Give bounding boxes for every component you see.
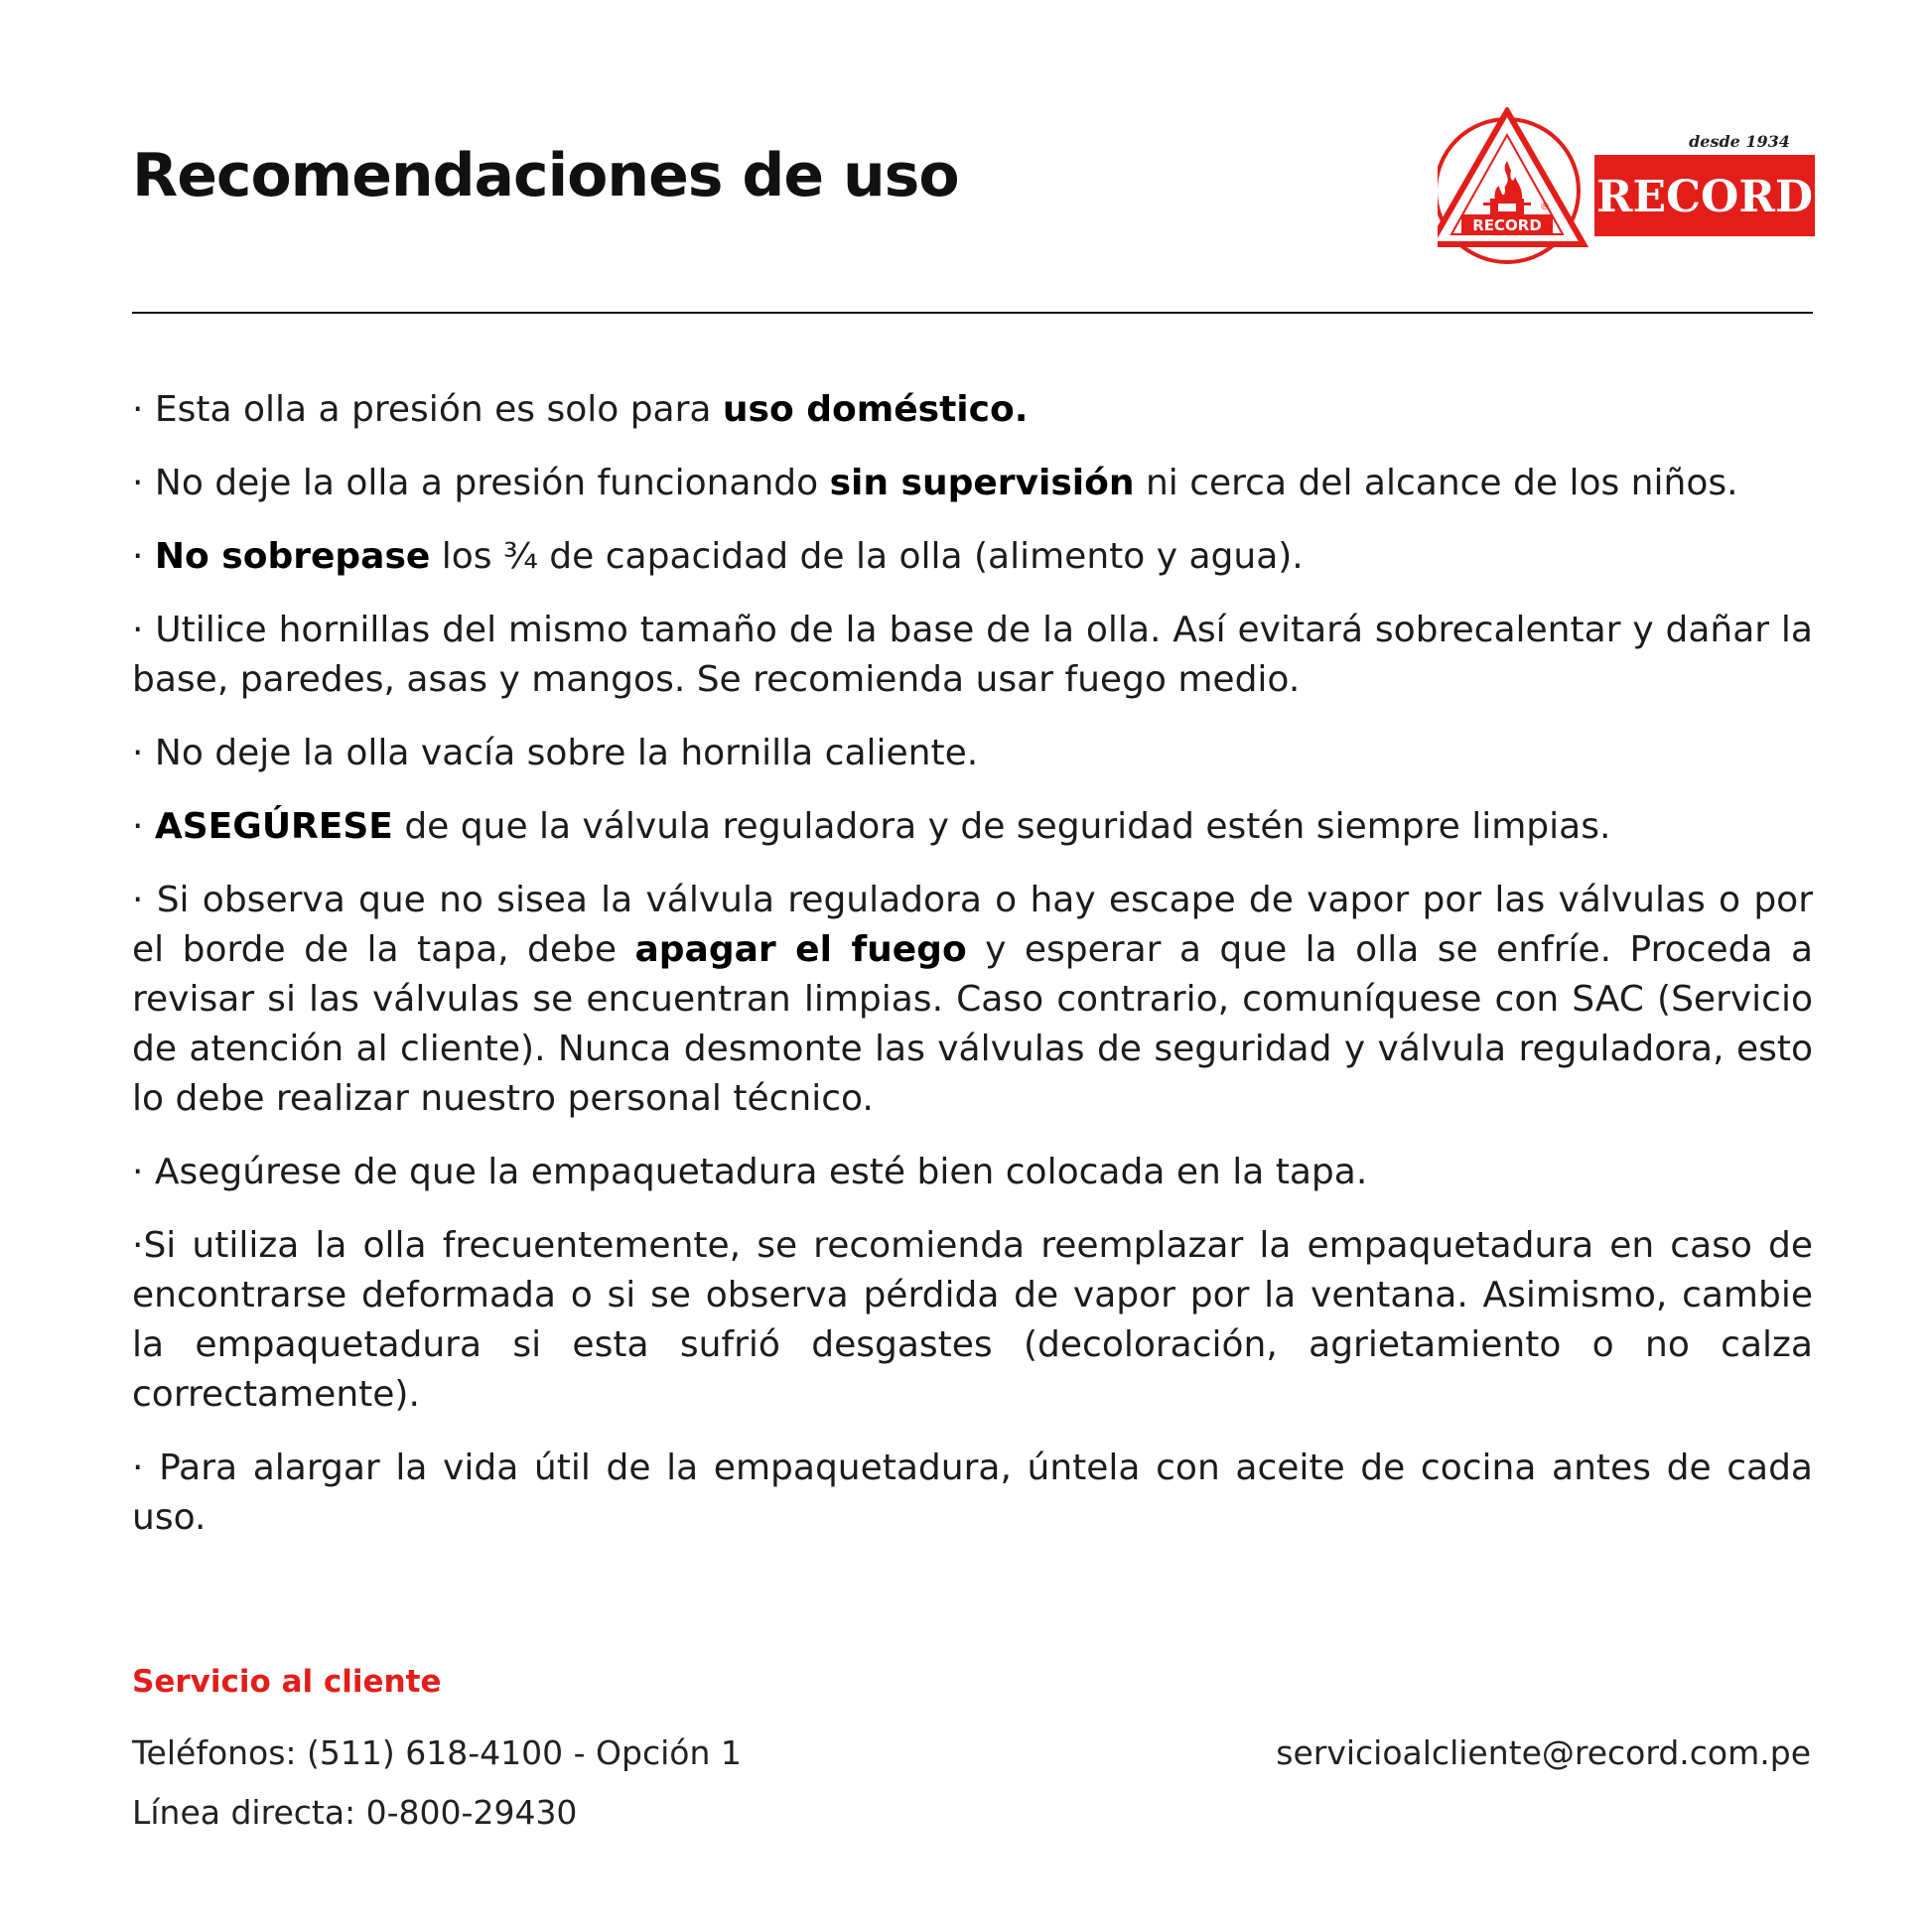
recommendations-list <box>132 385 1813 1567</box>
emphasis-text: ASEGÚRESE <box>154 806 393 847</box>
emphasis-text: uso doméstico. <box>722 389 1029 430</box>
recommendation-text: · <box>132 536 155 577</box>
recommendation-text: · Asegúrese de que la empaquetadura esté bien colocada en la tapa. <box>132 1152 1368 1192</box>
recommendation-text: ni cerca del alcance de los niños. <box>1134 463 1738 503</box>
recommendation-item <box>132 385 1813 435</box>
recommendation-text: ·Si utiliza la olla frecuentemente, se recomienda reemplazar la empaquetadura en caso de encontrarse deformada o si se observa pérdida de vapor por la ventana. Asimismo, cambie la empaquetadura si esta sufrió desgastes (decoloración, agrietamiento o no calza correctamente). <box>132 1225 1813 1415</box>
recommendation-item <box>132 729 1813 778</box>
logo-wordmark: RECORD <box>1595 172 1814 222</box>
recommendation-item <box>132 606 1813 705</box>
recommendation-item <box>132 459 1813 508</box>
recommendation-item <box>132 1148 1813 1197</box>
direct-line: Línea directa: 0-800-29430 <box>132 1793 578 1832</box>
recommendation-text: · <box>132 806 155 847</box>
recommendation-text: · Para alargar la vida útil de la empaquetadura, úntela con aceite de cocina antes de cada uso. <box>132 1448 1813 1538</box>
recommendation-text: · Si observa que no sisea la válvula reguladora o hay escape de vapor por las válvulas o por el borde de la tapa, debe <box>132 880 1813 970</box>
emphasis-text: apagar el fuego <box>634 929 967 970</box>
record-triangle-logo-icon <box>1438 107 1815 266</box>
recommendation-item <box>132 876 1813 1124</box>
service-heading: Servicio al cliente <box>132 1664 442 1700</box>
emphasis-text: No sobrepase <box>154 536 431 577</box>
recommendation-text: y esperar a que la olla se enfríe. Proceda a revisar si las válvulas se encuentran limpias. Caso contrario, comuníquese con SAC (Servicio de atención al cliente). Nunca desmonte las válvulas de seguridad y válvula reguladora, esto lo debe realizar nuestro personal técnico. <box>132 929 1814 1119</box>
recommendation-text: · Esta olla a presión es solo para <box>132 389 723 430</box>
recommendation-item <box>132 1221 1813 1420</box>
recommendation-item <box>132 802 1813 852</box>
logo-tagline: desde 1934 <box>1689 132 1790 151</box>
brand-logo <box>1438 107 1815 266</box>
recommendation-text: · No deje la olla vacía sobre la hornilla caliente. <box>132 733 979 773</box>
recommendation-text: · No deje la olla a presión funcionando <box>132 463 830 503</box>
phone-number: Teléfonos: (511) 618-4100 - Opción 1 <box>132 1733 742 1772</box>
recommendation-item <box>132 1444 1813 1543</box>
recommendation-item <box>132 532 1813 582</box>
emphasis-text: sin supervisión <box>829 463 1135 503</box>
emblem-text: RECORD <box>1472 216 1542 234</box>
registered-mark: ® <box>1540 202 1550 212</box>
recommendation-text: de que la válvula reguladora y de seguridad estén siempre limpias. <box>392 806 1611 847</box>
page-title: Recomendaciones de uso <box>132 141 959 210</box>
recommendation-text: · Utilice hornillas del mismo tamaño de la base de la olla. Así evitará sobrecalentar y dañar la base, paredes, asas y mangos. Se recomienda usar fuego medio. <box>132 610 1813 700</box>
email-address: servicioalcliente@record.com.pe <box>1276 1733 1811 1772</box>
recommendation-text: los ¾ de capacidad de la olla (alimento y agua). <box>430 536 1304 577</box>
header-divider <box>132 312 1813 314</box>
